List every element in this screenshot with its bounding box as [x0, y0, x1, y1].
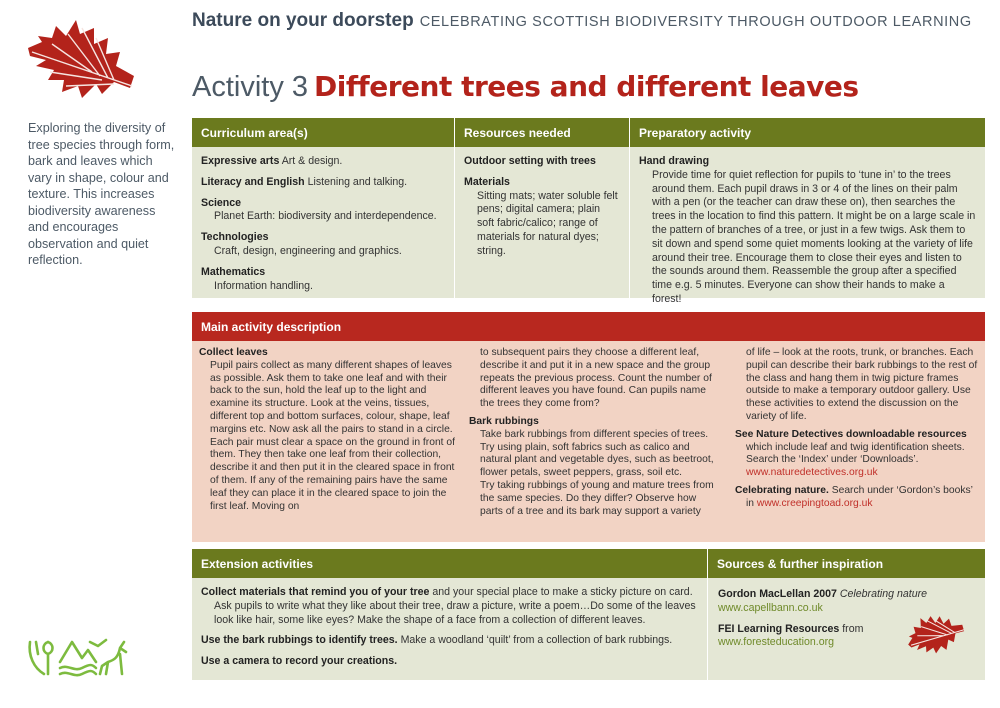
curriculum-text: Information handling. — [214, 279, 313, 292]
curriculum-text: Craft, design, engineering and graphics. — [214, 244, 402, 257]
page-header — [192, 10, 972, 32]
sources-section — [708, 549, 985, 680]
nature-detectives-note — [735, 429, 978, 480]
main-col-3 — [728, 341, 985, 542]
main-col-1 — [192, 341, 462, 542]
curriculum-text: Art & design. — [281, 155, 343, 167]
foresteducation-link[interactable]: www.foresteducation.org — [718, 636, 835, 649]
extension-heading: Extension activities — [192, 549, 708, 578]
source-book: Celebrating nature — [839, 588, 928, 600]
preparatory-text: Provide time for quiet reflection for pupils to ‘tune in’ to the trees around them. Each pupil draws in 3 or 4 of the lines on their palm with a pen (or the teacher can draw these on), then searches the trees in the location to find this pattern. It might be on a large scale in the pattern of branches of a tree, or just in a few twigs. Ask them to sit down and spend some quiet moments looking at the variety of life around their tree. Encourage them to close their eyes and listen to the sounds around them. Reassemble the group after a specified time e.g. 5 minutes. Everyone can show their hands to make a forest! — [652, 168, 976, 305]
curriculum-title: Science — [201, 196, 242, 209]
cn-title: Celebrating nature. — [735, 484, 829, 496]
curriculum-title: Literacy and English — [201, 175, 305, 188]
oak-leaf-icon — [903, 606, 965, 660]
preparatory-heading: Preparatory activity — [639, 126, 752, 140]
nature-detectives-link[interactable]: www.naturedetectives.org.uk — [746, 467, 878, 479]
source-title: FEI Learning Resources — [718, 622, 840, 635]
collect-leaves-text-cont: to subsequent pairs they choose a different leaf, describe it and put it in a new space and the group repeats the previous process. Count the number of different leaves you have found. Can pupils name the trees they come from? — [480, 347, 712, 410]
preparatory-title: Hand drawing — [639, 155, 710, 167]
sources-heading: Sources & further inspiration — [708, 549, 985, 578]
curriculum-title: Technologies — [201, 231, 269, 244]
nd-title: See Nature Detectives downloadable resources — [735, 428, 967, 440]
materials-title: Materials — [464, 175, 510, 188]
page-title — [192, 70, 859, 104]
curriculum-title: Mathematics — [201, 265, 266, 278]
preparatory-content — [630, 147, 985, 305]
bark-rubbings-text-2: Try taking rubbings of young and mature trees from the same species. Do they differ? Observe how parts of a tree and its bark may support a variety — [480, 479, 714, 517]
oak-leaf-logo-icon — [22, 14, 140, 102]
tagline: CELEBRATING SCOTTISH BIODIVERSITY THROUGH OUTDOOR LEARNING — [419, 14, 972, 30]
ext-item-text: and your special place to make a sticky picture on card. — [432, 586, 693, 598]
nd-text: which include leaf and twig identification sheets. Search the ‘Index’ under ‘Downloads’. — [746, 441, 965, 466]
bark-rubbings-text: Take bark rubbings from different species of trees. Try using plain, soft fabrics such as calico and natural plant and vegetable dyes, such as beetroot, flower petals, sweet peppers, grass, soil etc. — [480, 428, 714, 479]
curriculum-heading: Curriculum area(s) — [192, 118, 455, 147]
ext-item-more: Ask pupils to write what they like about their tree, draw a picture, write a poem…Do some of the leaves look like hair, some like eyes? Make the shape of a face from a collection of different leaves. — [214, 599, 696, 626]
overview-table — [192, 118, 985, 305]
intro-text: Exploring the diversity of tree species through form, bark and leaves which vary in shape, colour and texture. This increases biodiversity awareness and encourages observation and quiet reflection. — [28, 121, 175, 267]
celebrating-nature-note — [735, 485, 978, 511]
collect-leaves-title: Collect leaves — [199, 347, 268, 358]
extension-section — [192, 549, 708, 680]
creepingtoad-link[interactable]: www.creepingtoad.org.uk — [756, 497, 873, 509]
collect-leaves-text: Pupil pairs collect as many different shapes of leaves as possible. Ask them to take one leaf and with their back to the sun, hold the leaf up to the light and examine its structure. Look at the veins, tissues, different top and bottom surfaces, colour, shape, leaf margins etc. Now ask all the pairs to stand in a circle. Each pair must clear a space on the ground in front of them. They then take one leaf from their collection, describe it and then put it in the cleared space in front of them. If any of the remaining pairs have the same leaf they can place it in the cleared space to join the first leaf. Moving on — [210, 359, 455, 512]
resources-heading: Resources needed — [455, 118, 630, 147]
resources-setting: Outdoor setting with trees — [464, 155, 596, 167]
materials-text: Sitting mats; water soluble felt pens; digital camera; plain soft fabric/calico; range of materials for natural dyes; string. — [477, 189, 618, 257]
source-title: Gordon MacLellan 2007 — [718, 588, 837, 600]
cn-text: Search under ‘Gordon’s books’ in — [746, 484, 973, 509]
curriculum-text: Listening and talking. — [307, 175, 408, 188]
bark-rubbings-title: Bark rubbings — [469, 415, 539, 427]
curriculum-text: Planet Earth: biodiversity and interdependence. — [214, 210, 437, 223]
curriculum-title: Expressive arts — [201, 155, 280, 167]
brand-name: Nature on your doorstep — [192, 10, 414, 31]
ext-item-text: Make a woodland ‘quilt’ from a collection of bark rubbings. — [400, 634, 673, 647]
activity-name: Different trees and different leaves — [314, 70, 859, 103]
curriculum-list — [192, 147, 455, 298]
ext-item-title: Use the bark rubbings to identify trees. — [201, 634, 398, 647]
scottish-landscape-logo-icon — [26, 636, 130, 678]
main-activity-heading: Main activity description — [192, 312, 985, 341]
bark-rubbings-text-cont: of life – look at the roots, trunk, or branches. Each pupil can describe their bark rubbings to the rest of the class and hang them in twig picture frames outside to make a temporary outdoor gallery. Use these activities to extend the discussion on the variety of life. — [746, 347, 978, 422]
ext-item-title: Use a camera to record your creations. — [201, 655, 398, 668]
ext-item-title: Collect materials that remind you of your tree — [201, 586, 430, 598]
main-activity-section — [192, 312, 985, 542]
activity-number: Activity 3 — [192, 71, 309, 103]
source-text: from — [842, 622, 864, 635]
main-col-2 — [462, 341, 728, 542]
capellbann-link[interactable]: www.capellbann.co.uk — [718, 601, 823, 614]
resources-list — [455, 147, 630, 298]
